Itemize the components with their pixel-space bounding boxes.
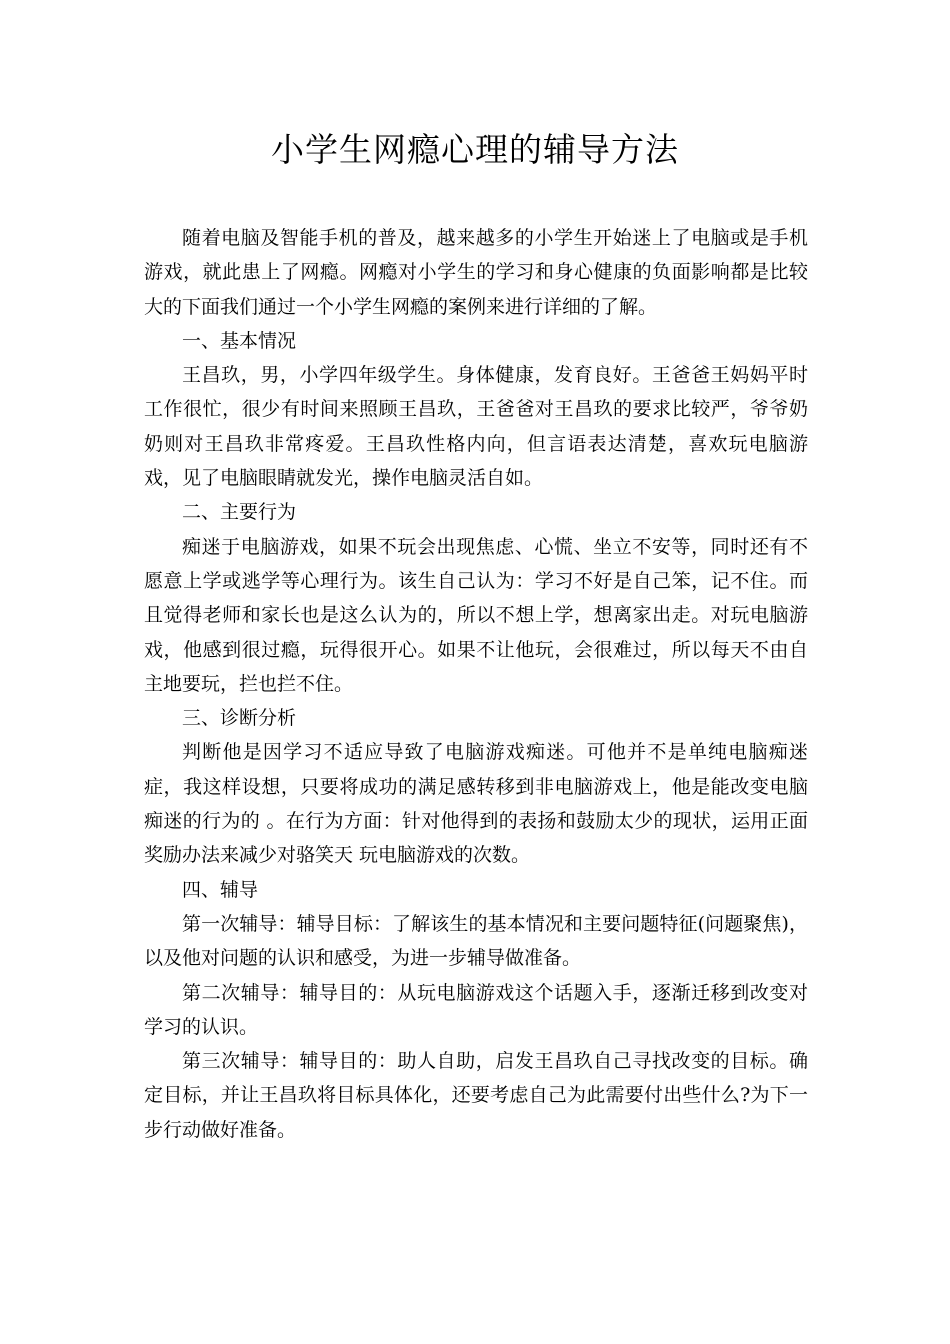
document-body bbox=[144, 221, 808, 1147]
section-heading-counseling: 四、辅导 bbox=[182, 878, 259, 901]
basic-info-paragraph: 王昌玖，男，小学四年级学生。身体健康，发育良好。王爸爸王妈妈平时工作很忙，很少有时间来照顾王昌玖，王爸爸对王昌玖的要求比较严，爷爷奶奶则对王昌玖非常疼爱。王昌玖性格内向，但言语表达清楚，喜欢玩电脑游戏，见了电脑眼睛就发光，操作电脑灵活自如。 bbox=[144, 364, 808, 490]
counseling-session-2-paragraph: 第二次辅导：辅导目的：从玩电脑游戏这个话题入手，逐渐迁移到改变对学习的认识。 bbox=[144, 981, 808, 1038]
counseling-session-3-paragraph: 第三次辅导：辅导目的：助人自助，启发王昌玖自己寻找改变的目标。确定目标，并让王昌玖将目标具体化，还要考虑自己为此需要付出些什么?为下一步行动做好准备。 bbox=[144, 1050, 808, 1141]
diagnosis-paragraph: 判断他是因学习不适应导致了电脑游戏痴迷。可他并不是单纯电脑痴迷症，我这样设想，只要将成功的满足感转移到非电脑游戏上，他是能改变电脑痴迷的行为的 。在行为方面：针对他得到的表扬和鼓励太少的现状，运用正面奖励办法来减少对骆笑天 玩电脑游戏的次数。 bbox=[144, 741, 808, 867]
intro-paragraph: 随着电脑及智能手机的普及，越来越多的小学生开始迷上了电脑或是手机游戏，就此患上了网瘾。网瘾对小学生的学习和身心健康的负面影响都是比较大的下面我们通过一个小学生网瘾的案例来进行详细的了解。 bbox=[144, 227, 808, 318]
counseling-session-1-paragraph: 第一次辅导：辅导目标：了解该生的基本情况和主要问题特征(问题聚焦)，以及他对问题的认识和感受，为进一步辅导做准备。 bbox=[144, 912, 808, 970]
document-title: 小学生网瘾心理的辅导方法 bbox=[271, 130, 679, 169]
section-heading-diagnosis: 三、诊断分析 bbox=[182, 707, 297, 730]
main-behavior-paragraph: 痴迷于电脑游戏，如果不玩会出现焦虑、心慌、坐立不安等，同时还有不愿意上学或逃学等心理行为。该生自己认为：学习不好是自己笨，记不住。而且觉得老师和家长也是这么认为的，所以不想上学，想离家出走。对玩电脑游戏，他感到很过瘾，玩得很开心。如果不让他玩，会很难过，所以每天不由自主地要玩，拦也拦不住。 bbox=[144, 535, 808, 695]
section-heading-basic-info: 一、基本情况 bbox=[182, 329, 297, 352]
section-heading-main-behavior: 二、主要行为 bbox=[182, 501, 297, 524]
